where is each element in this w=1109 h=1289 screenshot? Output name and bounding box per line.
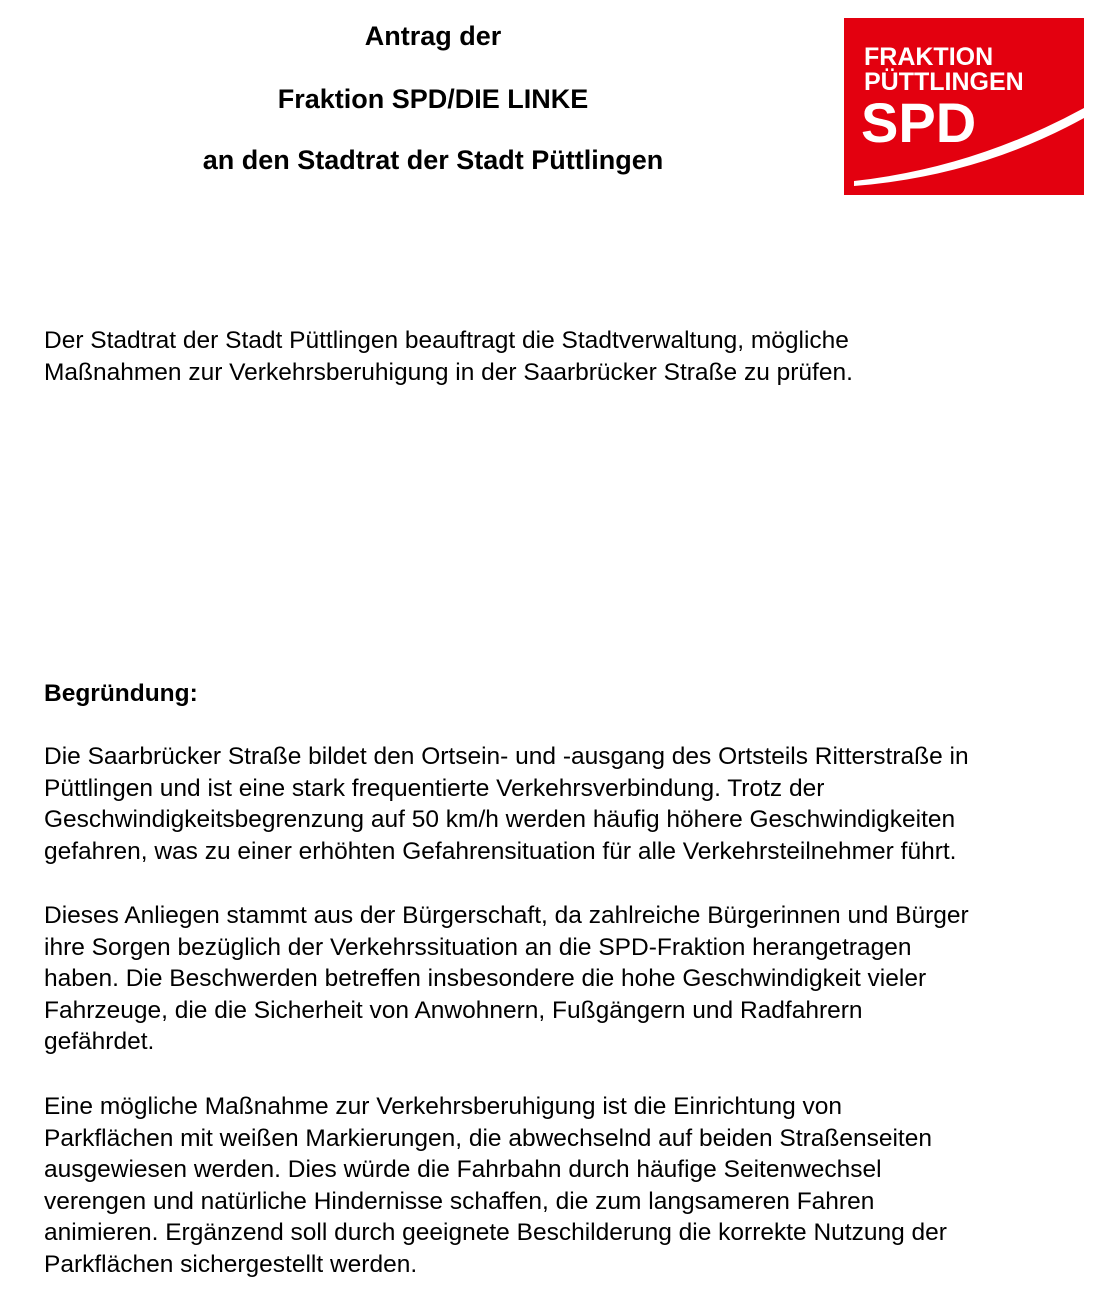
- paragraph-line: gefährdet.: [44, 1028, 155, 1055]
- justification-heading: Begründung:: [44, 680, 198, 707]
- motion-line: Maßnahmen zur Verkehrsberuhigung in der Saarbrücker Straße zu prüfen.: [44, 358, 853, 386]
- paragraph-line: Parkflächen sichergestellt werden.: [44, 1250, 418, 1278]
- document-title-line-3: an den Stadtrat der Stadt Püttlingen: [202, 145, 664, 175]
- paragraph-line: Eine mögliche Maßnahme zur Verkehrsberuhigung ist die Einrichtung von: [44, 1093, 843, 1120]
- logo-text-puettlingen: PÜTTLINGEN: [864, 68, 1024, 96]
- logo-graphic: [844, 18, 1084, 195]
- paragraph-line: ausgewiesen werden. Dies würde die Fahrbahn durch häufige Seitenwechsel: [44, 1156, 882, 1183]
- justification-paragraph-1: [44, 741, 1094, 867]
- paragraph-line: Fahrzeuge, die die Sicherheit von Anwohnern, Fußgängern und Radfahrern: [44, 996, 863, 1024]
- paragraph-line: haben. Die Beschwerden betreffen insbesondere die hohe Geschwindigkeit vieler: [44, 965, 927, 992]
- paragraph-line: Die Saarbrücker Straße bildet den Ortsein- und -ausgang des Ortsteils Ritterstraße in: [44, 743, 969, 770]
- paragraph-line: gefahren, was zu einer erhöhten Gefahrensituation für alle Verkehrsteilnehmer führt.: [44, 837, 957, 865]
- paragraph-line: animieren. Ergänzend soll durch geeignete Beschilderung die korrekte Nutzung der: [44, 1219, 947, 1246]
- spd-fraktion-logo: [844, 18, 1084, 195]
- paragraph-line: Püttlingen und ist eine stark frequentierte Verkehrsverbindung. Trotz der: [44, 774, 825, 802]
- justification-paragraph-2: [44, 900, 1094, 1058]
- paragraph-line: Geschwindigkeitsbegrenzung auf 50 km/h werden häufig höhere Geschwindigkeiten: [44, 806, 956, 833]
- logo-text-spd: SPD: [861, 91, 977, 154]
- paragraph-line: ihre Sorgen bezüglich der Verkehrssituation an die SPD-Fraktion herangetragen: [44, 933, 912, 961]
- document-title-line-1: Antrag der: [364, 21, 502, 51]
- motion-text: [44, 325, 1094, 388]
- paragraph-line: verengen und natürliche Hindernisse schaffen, die zum langsameren Fahren: [44, 1187, 875, 1215]
- document-title-line-2: Fraktion SPD/DIE LINKE: [277, 84, 589, 114]
- justification-paragraph-3: [44, 1091, 1094, 1280]
- motion-line: Der Stadtrat der Stadt Püttlingen beauftragt die Stadtverwaltung, mögliche: [44, 327, 849, 354]
- logo-text-fraktion: FRAKTION: [864, 43, 994, 71]
- paragraph-line: Parkflächen mit weißen Markierungen, die abwechselnd auf beiden Straßenseiten: [44, 1124, 932, 1152]
- paragraph-line: Dieses Anliegen stammt aus der Bürgerschaft, da zahlreiche Bürgerinnen und Bürger: [44, 902, 969, 929]
